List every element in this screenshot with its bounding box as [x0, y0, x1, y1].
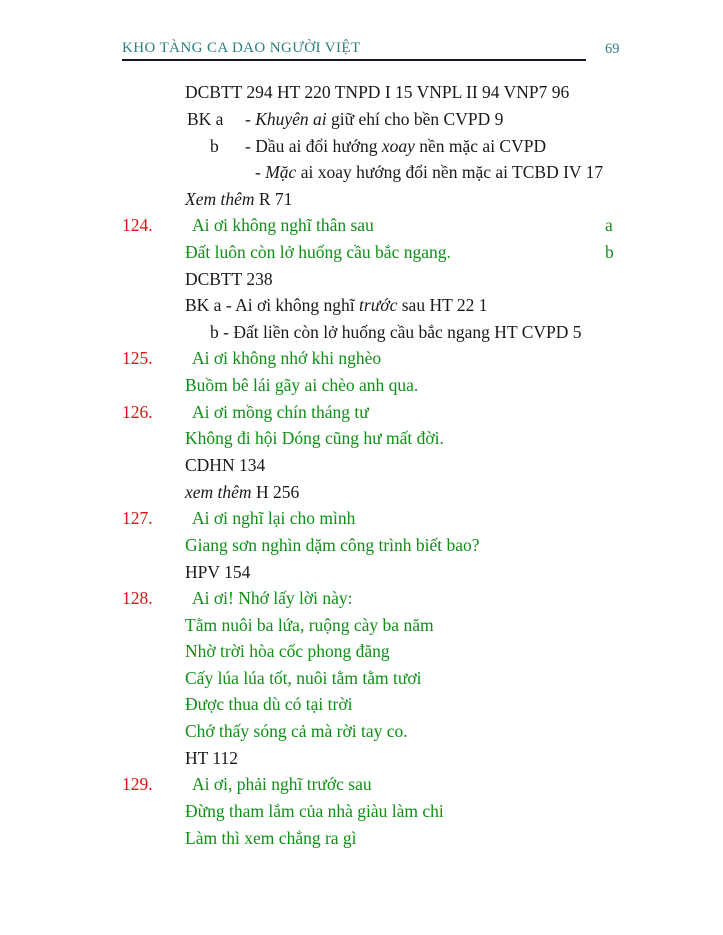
bk-label: BK a	[187, 109, 224, 129]
text-line	[0, 748, 723, 772]
verse-marker: b	[605, 242, 614, 262]
verse-text: Ai ơi không nghĩ thân sau	[192, 215, 374, 235]
verse-text: Ai ơi mồng chín tháng tư	[192, 402, 369, 422]
text-line	[0, 482, 723, 506]
reference-text: DCBTT 238	[185, 269, 273, 289]
variant-text: - Dầu ai đổi hướng xoay nền mặc ai CVPD	[245, 136, 547, 156]
text-line	[0, 136, 723, 160]
verse-text: Đừng tham lắm của nhà giàu làm chi	[185, 801, 444, 821]
reference-text: HPV 154	[185, 562, 251, 582]
verse-marker: a	[605, 215, 613, 235]
entry-number: 126.	[122, 402, 153, 422]
page-number: 69	[605, 41, 620, 57]
verse-text: Ai ơi nghĩ lại cho mình	[192, 508, 356, 528]
reference-text: HT 112	[185, 748, 238, 768]
verse-text: Ai ơi! Nhớ lấy lời này:	[192, 588, 353, 608]
text-line	[0, 322, 723, 346]
text-line	[0, 721, 723, 745]
text-line	[0, 348, 723, 372]
variant-text: - Mặc ai xoay hướng đổi nền mặc ai TCBD IV 17	[255, 162, 604, 182]
text-line	[0, 774, 723, 798]
verse-text: Chớ thấy sóng cả mà rời tay co.	[185, 721, 408, 741]
text-line	[0, 694, 723, 718]
text-line	[0, 402, 723, 426]
text-line	[0, 189, 723, 213]
text-line	[0, 375, 723, 399]
text-line	[0, 269, 723, 293]
verse-text: Giang sơn nghìn dặm công trình biết bao?	[185, 535, 480, 555]
verse-text: Ai ơi, phải nghĩ trước sau	[192, 774, 372, 794]
verse-text: Tằm nuôi ba lứa, ruộng cày ba năm	[185, 615, 434, 635]
text-line	[0, 242, 723, 266]
running-title: KHO TÀNG CA DAO NGƯỜI VIỆT	[122, 40, 361, 56]
verse-text: Làm thì xem chẳng ra gì	[185, 828, 357, 848]
text-line	[0, 828, 723, 852]
entry-number: 127.	[122, 508, 153, 528]
entry-number: 124.	[122, 215, 153, 235]
text-line	[0, 668, 723, 692]
reference-text: CDHN 134	[185, 455, 266, 475]
text-line	[0, 588, 723, 612]
bk-label: b	[210, 136, 219, 156]
variant-text: b - Đất liền còn lở huống cầu bắc ngang HT CVPD 5	[210, 322, 582, 342]
text-line	[0, 801, 723, 825]
verse-text: Nhờ trời hòa cốc phong đăng	[185, 641, 390, 661]
entry-number: 129.	[122, 774, 153, 794]
text-line	[0, 455, 723, 479]
text-line	[0, 508, 723, 532]
text-line	[0, 109, 723, 133]
text-line	[0, 562, 723, 586]
text-line	[0, 82, 723, 106]
text-line	[0, 215, 723, 239]
text-line	[0, 615, 723, 639]
verse-text: Ai ơi không nhớ khi nghèo	[192, 348, 382, 368]
verse-text: Được thua dù có tại trời	[185, 694, 353, 714]
verse-text: Đất luôn còn lở huống cầu bắc ngang.	[185, 242, 451, 262]
reference-text: xem thêm H 256	[185, 482, 300, 502]
text-line	[0, 535, 723, 559]
entry-number: 125.	[122, 348, 153, 368]
text-line	[0, 162, 723, 186]
text-line	[0, 428, 723, 452]
reference-text: DCBTT 294 HT 220 TNPD I 15 VNPL II 94 VNP7 96	[185, 82, 570, 102]
text-line	[0, 641, 723, 665]
verse-text: Cấy lúa lúa tốt, nuôi tằm tằm tươi	[185, 668, 422, 688]
variant-text: BK a - Ai ơi không nghĩ trước sau HT 22 1	[185, 295, 488, 315]
variant-text: - Khuyên ai giữ ehí cho bền CVPD 9	[245, 109, 504, 129]
verse-text: Buồm bê lái gãy ai chèo anh qua.	[185, 375, 419, 395]
entry-number: 128.	[122, 588, 153, 608]
verse-text: Không đi hội Dóng cũng hư mất đời.	[185, 428, 444, 448]
reference-text: Xem thêm R 71	[185, 189, 293, 209]
text-line	[0, 295, 723, 319]
